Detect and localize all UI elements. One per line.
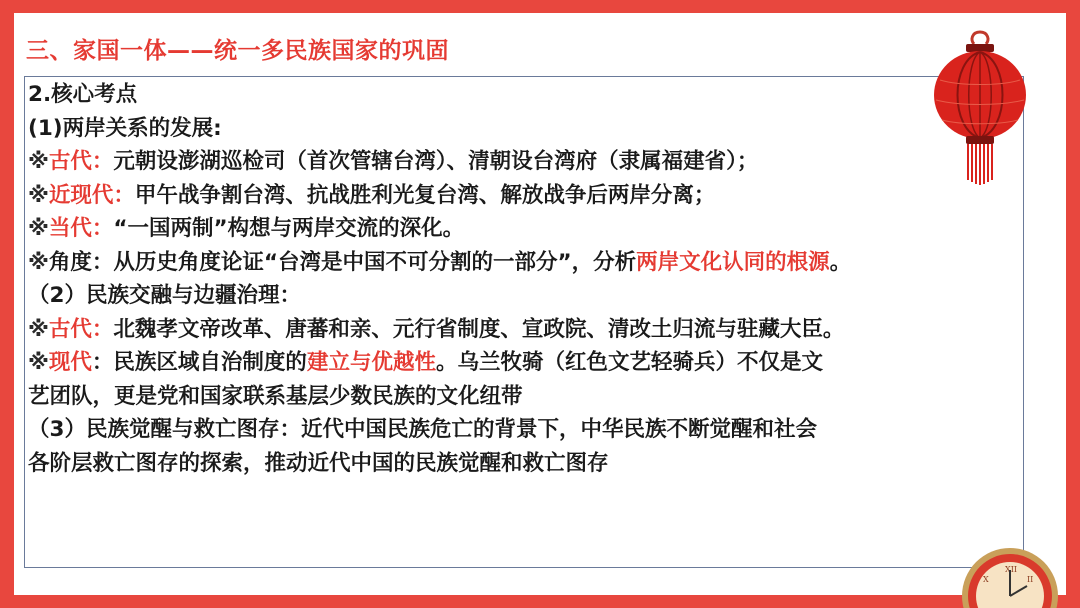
svg-text:XII: XII xyxy=(1005,565,1018,574)
svg-text:X: X xyxy=(983,575,989,584)
highlight-text: 两岸文化认同的根源 xyxy=(636,249,830,275)
item-contemporary xyxy=(28,212,1048,246)
item-modern-2-cont: 艺团队，更是党和国家联系基层少数民族的文化纽带 xyxy=(28,383,523,409)
item-label: 古代： xyxy=(48,149,114,174)
subsection-3-line2: 各阶层救亡图存的探索，推动近代中国的民族觉醒和救亡图存 xyxy=(28,450,609,476)
item-angle xyxy=(28,246,1048,280)
item-text: “一国两制”构想与两岸交流的深化。 xyxy=(113,216,465,241)
item-label: 当代： xyxy=(48,216,114,241)
item-label: 古代： xyxy=(48,316,114,342)
item-text: 北魏孝文帝改革、唐蕃和亲、元行省制度、宣政院、清改土归流与驻藏大臣。 xyxy=(113,316,845,342)
item-ancient xyxy=(28,145,1048,179)
reference-mark: ※ xyxy=(28,316,49,342)
reference-mark: ※ xyxy=(28,182,49,208)
slide-title: 三、家国一体——统一多民族国家的巩固 xyxy=(26,38,449,64)
item-text: ：民族区域自治制度的 xyxy=(91,350,307,375)
item-label: 现代 xyxy=(48,350,92,375)
subsection-1-heading: (1)两岸关系的发展: xyxy=(28,115,222,141)
item-text: 角度：从历史角度论证“台湾是中国不可分割的一部分”，分析 xyxy=(48,249,637,275)
reference-mark: ※ xyxy=(28,249,49,275)
reference-mark: ※ xyxy=(28,350,49,375)
item-end: 。 xyxy=(829,249,852,275)
item-text: 。乌兰牧骑（红色文艺轻骑兵）不仅是文 xyxy=(435,350,823,375)
item-modern-2 xyxy=(28,346,1048,380)
item-modern xyxy=(28,179,1048,213)
item-ancient-2 xyxy=(28,313,1048,347)
reference-mark: ※ xyxy=(28,149,49,174)
lantern-icon xyxy=(930,30,1030,190)
subsection-3-line1: （3）民族觉醒与救亡图存：近代中国民族危亡的背景下，中华民族不断觉醒和社会 xyxy=(28,417,817,442)
section-heading: 2.核心考点 xyxy=(28,82,138,107)
clock-icon xyxy=(955,548,1065,608)
item-text: 元朝设澎湖巡检司（首次管辖台湾）、清朝设台湾府（隶属福建省）； xyxy=(113,149,759,174)
item-text: 甲午战争割台湾、抗战胜利光复台湾、解放战争后两岸分离； xyxy=(134,182,716,208)
reference-mark: ※ xyxy=(28,216,49,241)
svg-text:II: II xyxy=(1027,575,1034,584)
item-label: 近现代： xyxy=(48,182,135,208)
highlight-text: 建立与优越性 xyxy=(306,350,436,375)
subsection-2-heading: （2）民族交融与边疆治理： xyxy=(28,283,301,308)
content xyxy=(28,78,1048,480)
